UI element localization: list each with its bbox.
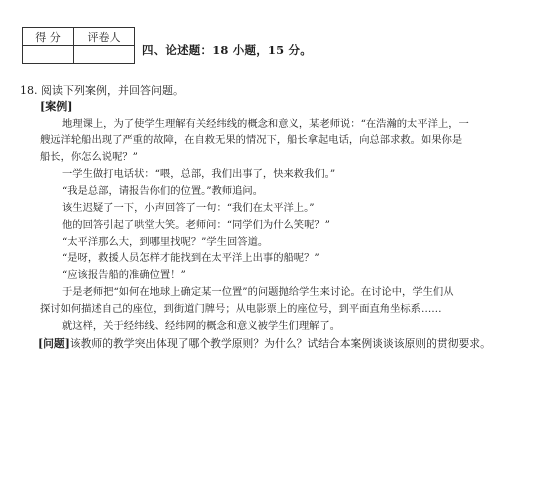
case-line: 该生迟疑了一下，小声回答了一句：“我们在太平洋上。” [62, 202, 315, 214]
case-line: “太平洋那么大，到哪里找呢？”学生回答道。 [62, 236, 269, 248]
case-line: 于是老师把“如何在地球上确定某一位置”的问题抛给学生来讨论。在讨论中，学生们从 [62, 286, 454, 298]
case-line: 就这样，关于经纬线、经纬网的概念和意义被学生们理解了。 [62, 320, 341, 332]
score-cell[interactable] [23, 46, 74, 64]
case-line: “是呀，救援人员怎样才能找到在太平洋上出事的船呢？” [62, 252, 320, 264]
case-line: 船长，你怎么说呢？” [40, 151, 138, 163]
case-line: “我是总部，请报告你们的位置。”教师追问。 [62, 185, 264, 197]
question-text: 该教师的教学突出体现了哪个教学原则？为什么？试结合本案例谈谈该原则的贯彻要求。 [69, 337, 491, 350]
case-label: [案例] [40, 100, 73, 113]
case-line: 艘远洋轮船出现了严重的故障，在自救无果的情况下，船长拿起电话，向总部求救。如果你是 [40, 134, 463, 146]
score-header: 得 分 [23, 28, 74, 46]
grader-cell[interactable] [74, 46, 135, 64]
question-header: 18. 阅读下列案例，并回答问题。 [20, 84, 184, 97]
question-tag: [问题] [38, 337, 70, 350]
section-heading: 四、论述题：18 小题，15 分。 [142, 43, 312, 57]
question-block [38, 336, 508, 352]
case-line: 一学生做打电话状：“喂，总部，我们出事了，快来救我们。” [62, 168, 336, 180]
case-line: 探讨如何描述自己的座位，到街道门牌号；从电影票上的座位号，到平面直角坐标系…… [40, 303, 442, 315]
score-table [22, 27, 135, 64]
case-line: “应该报告船的准确位置！” [62, 269, 186, 281]
case-line: 地理课上，为了使学生理解有关经纬线的概念和意义，某老师说：“在浩瀚的太平洋上，一 [62, 118, 469, 130]
case-line: 他的回答引起了哄堂大笑。老师问：“同学们为什么笑呢？” [62, 219, 330, 231]
grader-header: 评卷人 [74, 28, 135, 46]
